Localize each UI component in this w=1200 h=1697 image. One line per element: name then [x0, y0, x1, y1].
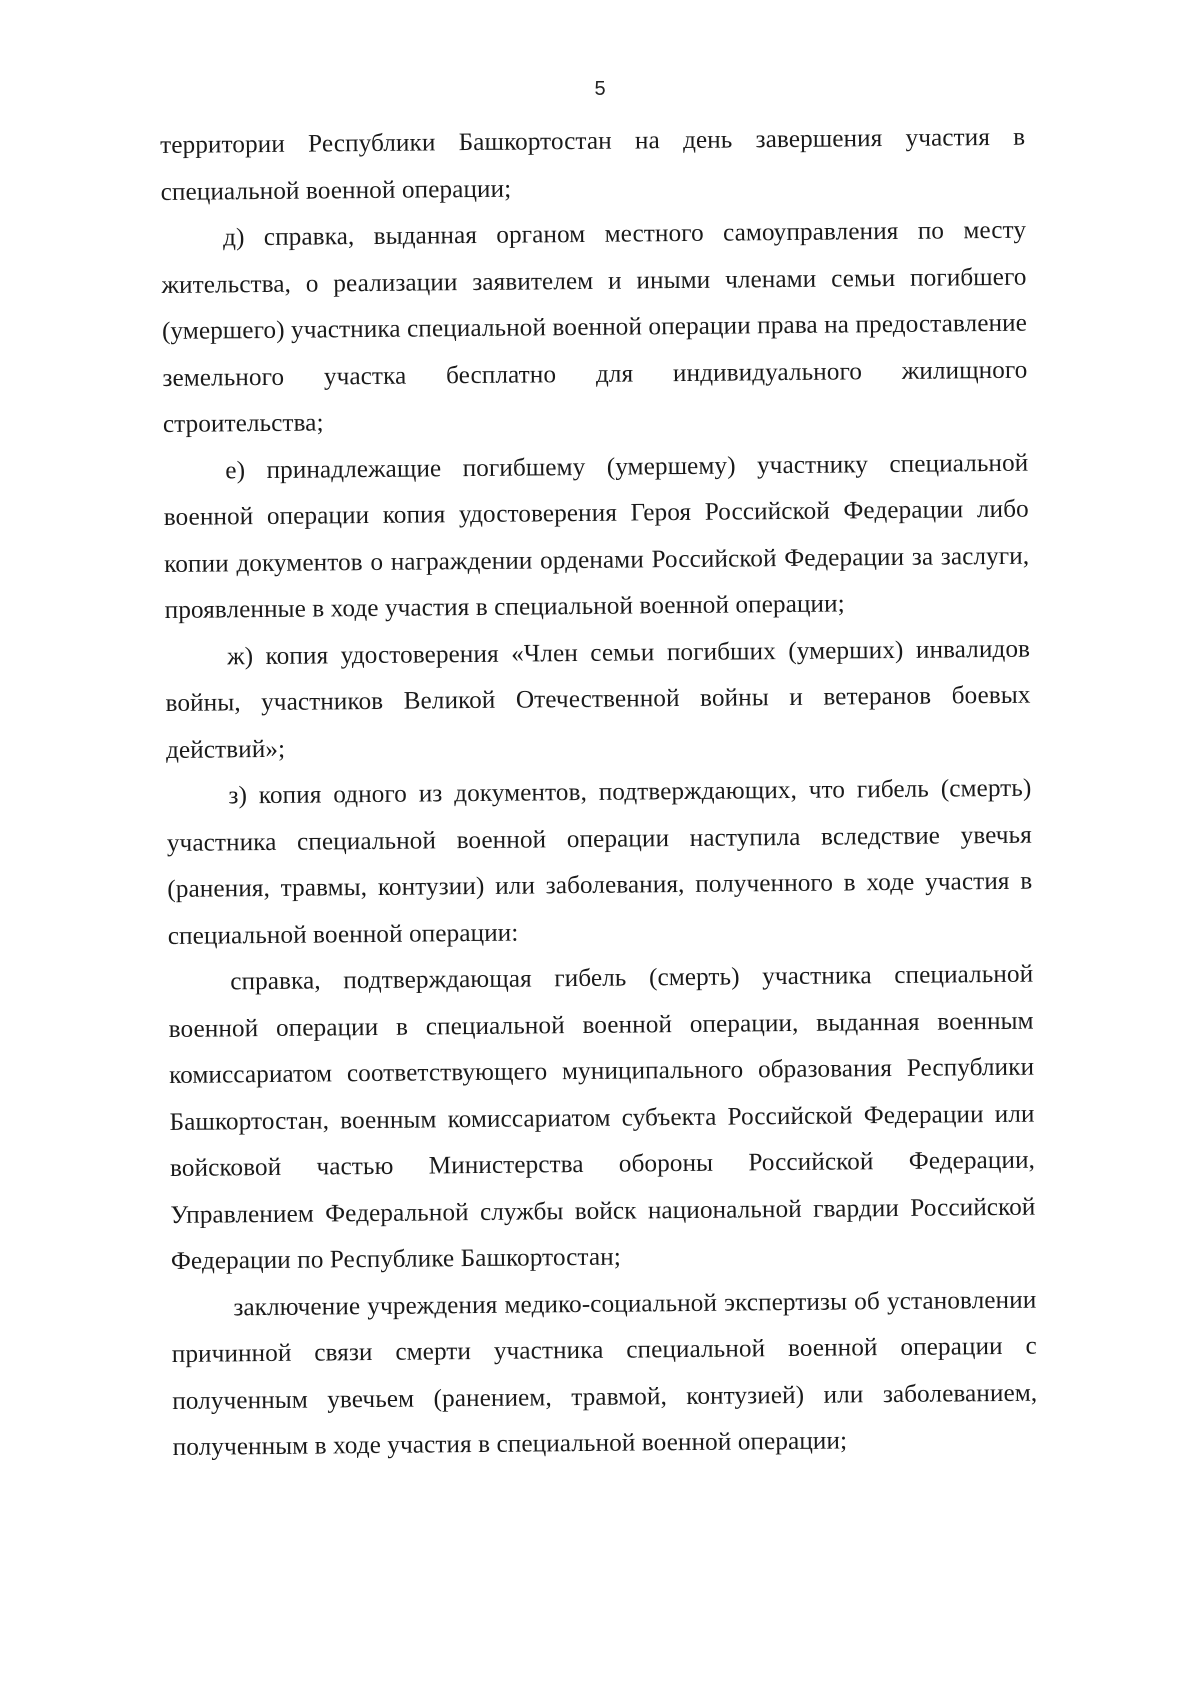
- paragraph-conclusion: заключение учреждения медико-социальной экспертизы об установлении причинной связи смерти участника специальной военной операции с полученным увечьем (ранением, травмой, контузией) или заболеванием, полученным в ходе участия в специальной военной операции;: [171, 1286, 1038, 1461]
- paragraph-certificate: справка, подтверждающая гибель (смерть) участника специальной военной операции в специальной военной операции, выданная военным комиссариатом соответствующего муниципального образования Республики Башкортостан, военным комиссариатом субъекта Российской Федерации или войсковой частью Министерства обороны Российской Федерации, Управлением Федеральной службы войск национальной гвардии Российской Федерации по Республике Башкортостан;: [168, 960, 1036, 1275]
- paragraph-item-zh: ж) копия удостоверения «Член семьи погибших (умерших) инвалидов войны, участников Великой Отечественной войны и ветеранов боевых действий»;: [165, 635, 1031, 764]
- page-number: 5: [594, 78, 606, 100]
- paragraph-item-d: д) справка, выданная органом местного самоуправления по месту жительства, о реализации заявителем и иными членами семьи погибшего (умершего) участника специальной военной операции права на предоставление земельного участка бесплатно для индивидуального жилищного строительства;: [161, 216, 1028, 438]
- document-body: [160, 115, 1038, 1472]
- paragraph-item-e: е) принадлежащие погибшему (умершему) участнику специальной военной операции копия удостоверения Героя Российской Федерации либо копии документов о награждении орденами Российской Федерации за заслуги, проявленные в ходе участия в специальной военной операции;: [163, 449, 1030, 624]
- paragraph-continuation: территории Республики Башкортостан на день завершения участия в специальной военной операции;: [160, 123, 1026, 206]
- paragraph-item-z: з) копия одного из документов, подтверждающих, что гибель (смерть) участника специальной военной операции наступила вследствие увечья (ранения, травмы, контузии) или заболевания, полученного в ходе участия в специальной военной операции:: [166, 774, 1033, 950]
